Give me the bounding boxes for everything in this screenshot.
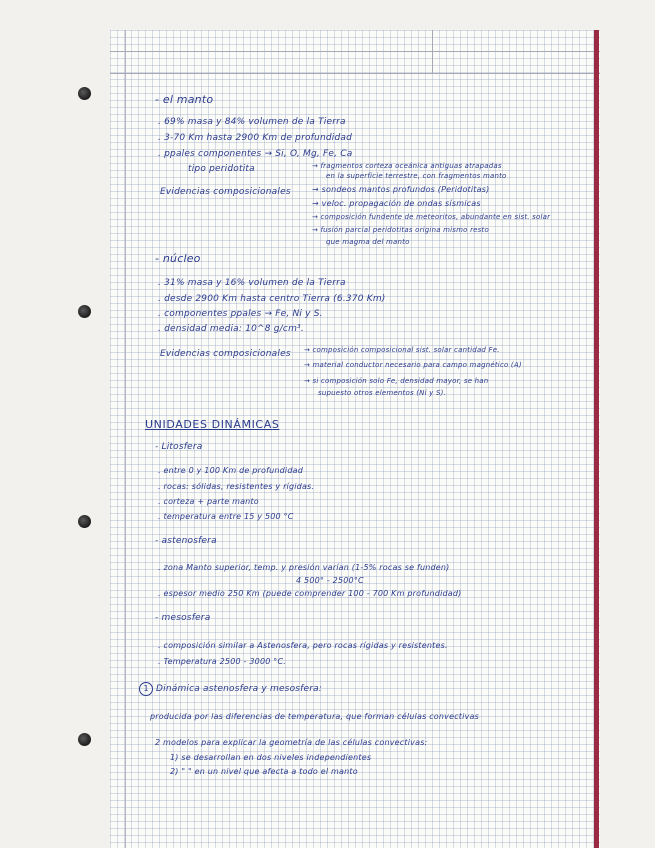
note-line: . densidad media: 10^8 g/cm³.: [158, 324, 304, 334]
page-edge: [594, 30, 599, 848]
margin-line: [125, 30, 126, 848]
note-line: . 69% masa y 84% volumen de la Tierra: [158, 117, 346, 127]
binder-hole-icon: [78, 515, 91, 528]
note-line: tipo peridotita: [188, 164, 255, 174]
evidence-label: Evidencias composicionales: [160, 349, 291, 359]
binder-hole-icon: [78, 87, 91, 100]
evidence-item: → si composición solo Fe, densidad mayor, se han: [304, 377, 489, 385]
note-line: . ppales componentes → Si, O, Mg, Fe, Ca: [158, 149, 353, 159]
note-line: . temperatura entre 15 y 500 °C: [158, 512, 294, 521]
header-rule: [110, 73, 600, 74]
evidence-label: Evidencias composicionales: [160, 187, 291, 197]
section-heading: - astenosfera: [155, 536, 217, 546]
evidence-item: que magma del manto: [326, 238, 410, 246]
note-line: . 31% masa y 16% volumen de la Tierra: [158, 278, 346, 288]
binder-hole-icon: [78, 733, 91, 746]
note-line: 4 500° - 2500°C: [296, 576, 364, 585]
evidence-item: → sondeos mantos profundos (Peridotitas): [312, 185, 490, 194]
note-line: 2) " " en un nivel que afecta a todo el manto: [170, 767, 358, 776]
evidence-item: → composición composicional sist. solar cantidad Fe.: [304, 346, 500, 354]
evidence-item: en la superficie terrestre, con fragmentos manto: [326, 172, 507, 180]
note-line: . Temperatura 2500 - 3000 °C.: [158, 657, 286, 666]
note-line: producida por las diferencias de temperatura, que forman células convectivas: [150, 712, 479, 721]
bullet-number: 1: [143, 684, 149, 693]
section-heading: Dinámica astenosfera y mesosfera:: [156, 684, 323, 694]
section-heading: - Litosfera: [155, 442, 203, 452]
header-rule: [110, 51, 600, 52]
note-line: 1) se desarrollan en dos niveles independientes: [170, 753, 372, 762]
numbered-bullet: [139, 682, 153, 696]
evidence-item: → composición fundente de meteoritos, abundante en sist. solar: [312, 213, 551, 221]
header-divider: [432, 30, 433, 73]
page-title: UNIDADES DINÁMICAS: [145, 418, 280, 431]
evidence-item: → fragmentos corteza oceánica antiguas atrapadas: [312, 162, 502, 170]
evidence-item: supuesto otros elementos (Ni y S).: [318, 389, 446, 397]
note-line: 2 modelos para explicar la geometría de las células convectivas:: [155, 738, 428, 747]
evidence-item: → fusión parcial peridotitas origina mismo resto: [312, 226, 489, 234]
note-line: . entre 0 y 100 Km de profundidad: [158, 466, 303, 475]
note-line: . composición similar a Astenosfera, pero rocas rígidas y resistentes.: [158, 641, 448, 650]
note-line: . corteza + parte manto: [158, 497, 259, 506]
note-line: . zona Manto superior, temp. y presión varían (1-5% rocas se funden): [158, 563, 450, 572]
section-heading: - mesosfera: [155, 613, 211, 623]
note-line: . 3-70 Km hasta 2900 Km de profundidad: [158, 133, 353, 143]
evidence-item: → material conductor necesario para campo magnético (A): [304, 361, 522, 369]
section-heading: - núcleo: [155, 252, 201, 265]
note-line: . rocas: sólidas, resistentes y rígidas.: [158, 482, 315, 491]
binder-hole-icon: [78, 305, 91, 318]
evidence-item: → veloc. propagación de ondas sísmicas: [312, 199, 481, 208]
section-heading: - el manto: [155, 93, 214, 106]
note-line: . componentes ppales → Fe, Ni y S.: [158, 309, 323, 319]
note-line: . desde 2900 Km hasta centro Tierra (6.370 Km): [158, 294, 386, 304]
note-line: . espesor medio 250 Km (puede comprender 100 - 700 Km profundidad): [158, 589, 462, 598]
